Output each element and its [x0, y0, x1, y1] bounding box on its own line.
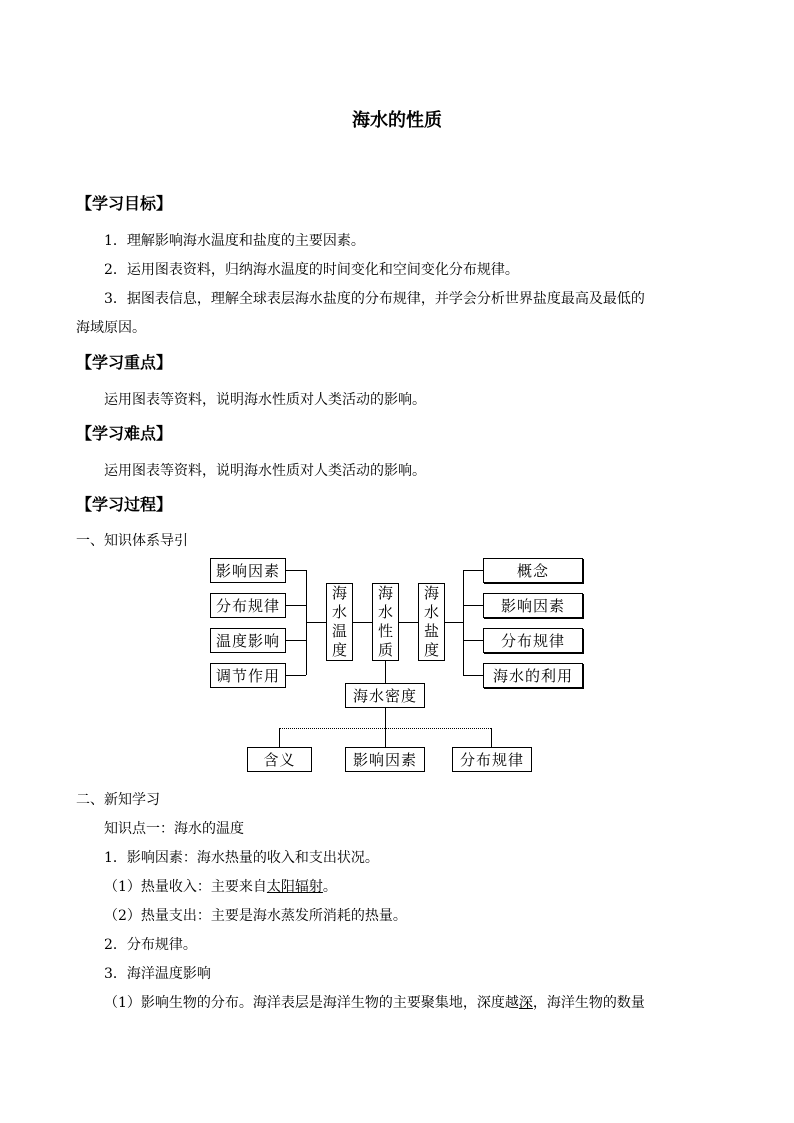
diagram-box-density-factors: 影响因素	[345, 747, 425, 772]
content-line: 2．分布规律。	[104, 937, 197, 953]
connector-line	[463, 675, 483, 676]
difficulties-heading: 【学习难点】	[76, 424, 173, 443]
content-line: 1．影响因素：海水热量的收入和支出状况。	[104, 850, 379, 866]
diagram-box-seawater-salinity	[418, 583, 445, 661]
diagram-box-salinity-factors: 影响因素	[483, 593, 583, 618]
content-line	[104, 878, 337, 896]
char: 水	[423, 603, 439, 621]
content-line	[104, 994, 645, 1012]
content-text: ，海洋生物的数量	[532, 995, 645, 1011]
diagram-box-density-distribution: 分布规律	[452, 747, 532, 772]
connector-line	[385, 661, 386, 683]
diagram-box-salinity-concept: 概念	[483, 558, 583, 583]
diagram-box-seawater-temperature	[326, 583, 353, 661]
underlined-answer: 太阳辐射	[266, 879, 323, 895]
connector-line	[491, 728, 492, 747]
content-text: （1）热量收入：主要来自	[104, 879, 267, 895]
process-heading: 【学习过程】	[76, 495, 173, 514]
diagram-box-temp-impact: 温度影响	[210, 628, 286, 653]
content-text: （1）影响生物的分布。海洋表层是海洋生物的主要聚集地，深度越	[104, 995, 519, 1011]
diagram-box-seawater-utilization: 海水的利用	[483, 663, 583, 688]
char: 盐	[423, 622, 439, 640]
connector-line	[286, 640, 306, 641]
char: 水	[377, 603, 393, 621]
connector-line	[463, 605, 483, 606]
connector-line	[463, 640, 483, 641]
objective-item: 海域原因。	[76, 320, 146, 336]
char: 性	[377, 622, 393, 640]
content-text: 。	[322, 879, 337, 895]
objective-item: 2．运用图表资料，归纳海水温度的时间变化和空间变化分布规律。	[104, 262, 519, 278]
diagram-box-density-meaning: 含义	[247, 747, 312, 772]
diagram-box-salinity-distribution: 分布规律	[483, 628, 583, 653]
char: 度	[331, 641, 347, 659]
char: 海	[423, 584, 439, 602]
knowledge-point-title: 知识点一：海水的温度	[104, 821, 244, 837]
connector-line	[399, 622, 418, 623]
connector-line	[306, 622, 326, 623]
connector-line	[286, 570, 306, 571]
char: 温	[331, 622, 347, 640]
diagram-box-temp-regulation: 调节作用	[210, 663, 286, 688]
char: 质	[377, 641, 393, 659]
char: 海	[377, 584, 393, 602]
char: 水	[331, 603, 347, 621]
underlined-answer: 深	[518, 995, 533, 1011]
diagram-box-seawater-density: 海水密度	[345, 683, 425, 708]
section-new-learning: 二、新知学习	[76, 792, 160, 808]
diagram-box-seawater-properties	[372, 583, 399, 661]
section-knowledge-guide: 一、知识体系导引	[76, 533, 188, 549]
content-line: （2）热量支出：主要是海水蒸发所消耗的热量。	[104, 908, 407, 924]
diagram-box-temp-factors: 影响因素	[210, 558, 286, 583]
objective-item: 3．据图表信息，理解全球表层海水盐度的分布规律，并学会分析世界盐度最高及最低的	[104, 291, 645, 307]
connector-line	[353, 622, 372, 623]
difficulties-text: 运用图表等资料，说明海水性质对人类活动的影响。	[104, 463, 426, 479]
connector-line	[463, 570, 464, 675]
key-points-text: 运用图表等资料，说明海水性质对人类活动的影响。	[104, 392, 426, 408]
connector-line	[279, 728, 280, 747]
objective-item: 1．理解影响海水温度和盐度的主要因素。	[104, 233, 365, 249]
connector-line	[445, 622, 463, 623]
objectives-heading: 【学习目标】	[76, 194, 173, 213]
diagram-box-temp-distribution: 分布规律	[210, 593, 286, 618]
connector-line	[385, 728, 386, 747]
connector-line	[463, 570, 483, 571]
char: 度	[423, 641, 439, 659]
key-points-heading: 【学习重点】	[76, 353, 173, 372]
char: 海	[331, 584, 347, 602]
connector-line	[286, 605, 306, 606]
content-line: 3．海洋温度影响	[104, 966, 211, 982]
page-title: 海水的性质	[352, 110, 442, 131]
connector-line	[286, 675, 306, 676]
connector-line	[385, 708, 386, 728]
